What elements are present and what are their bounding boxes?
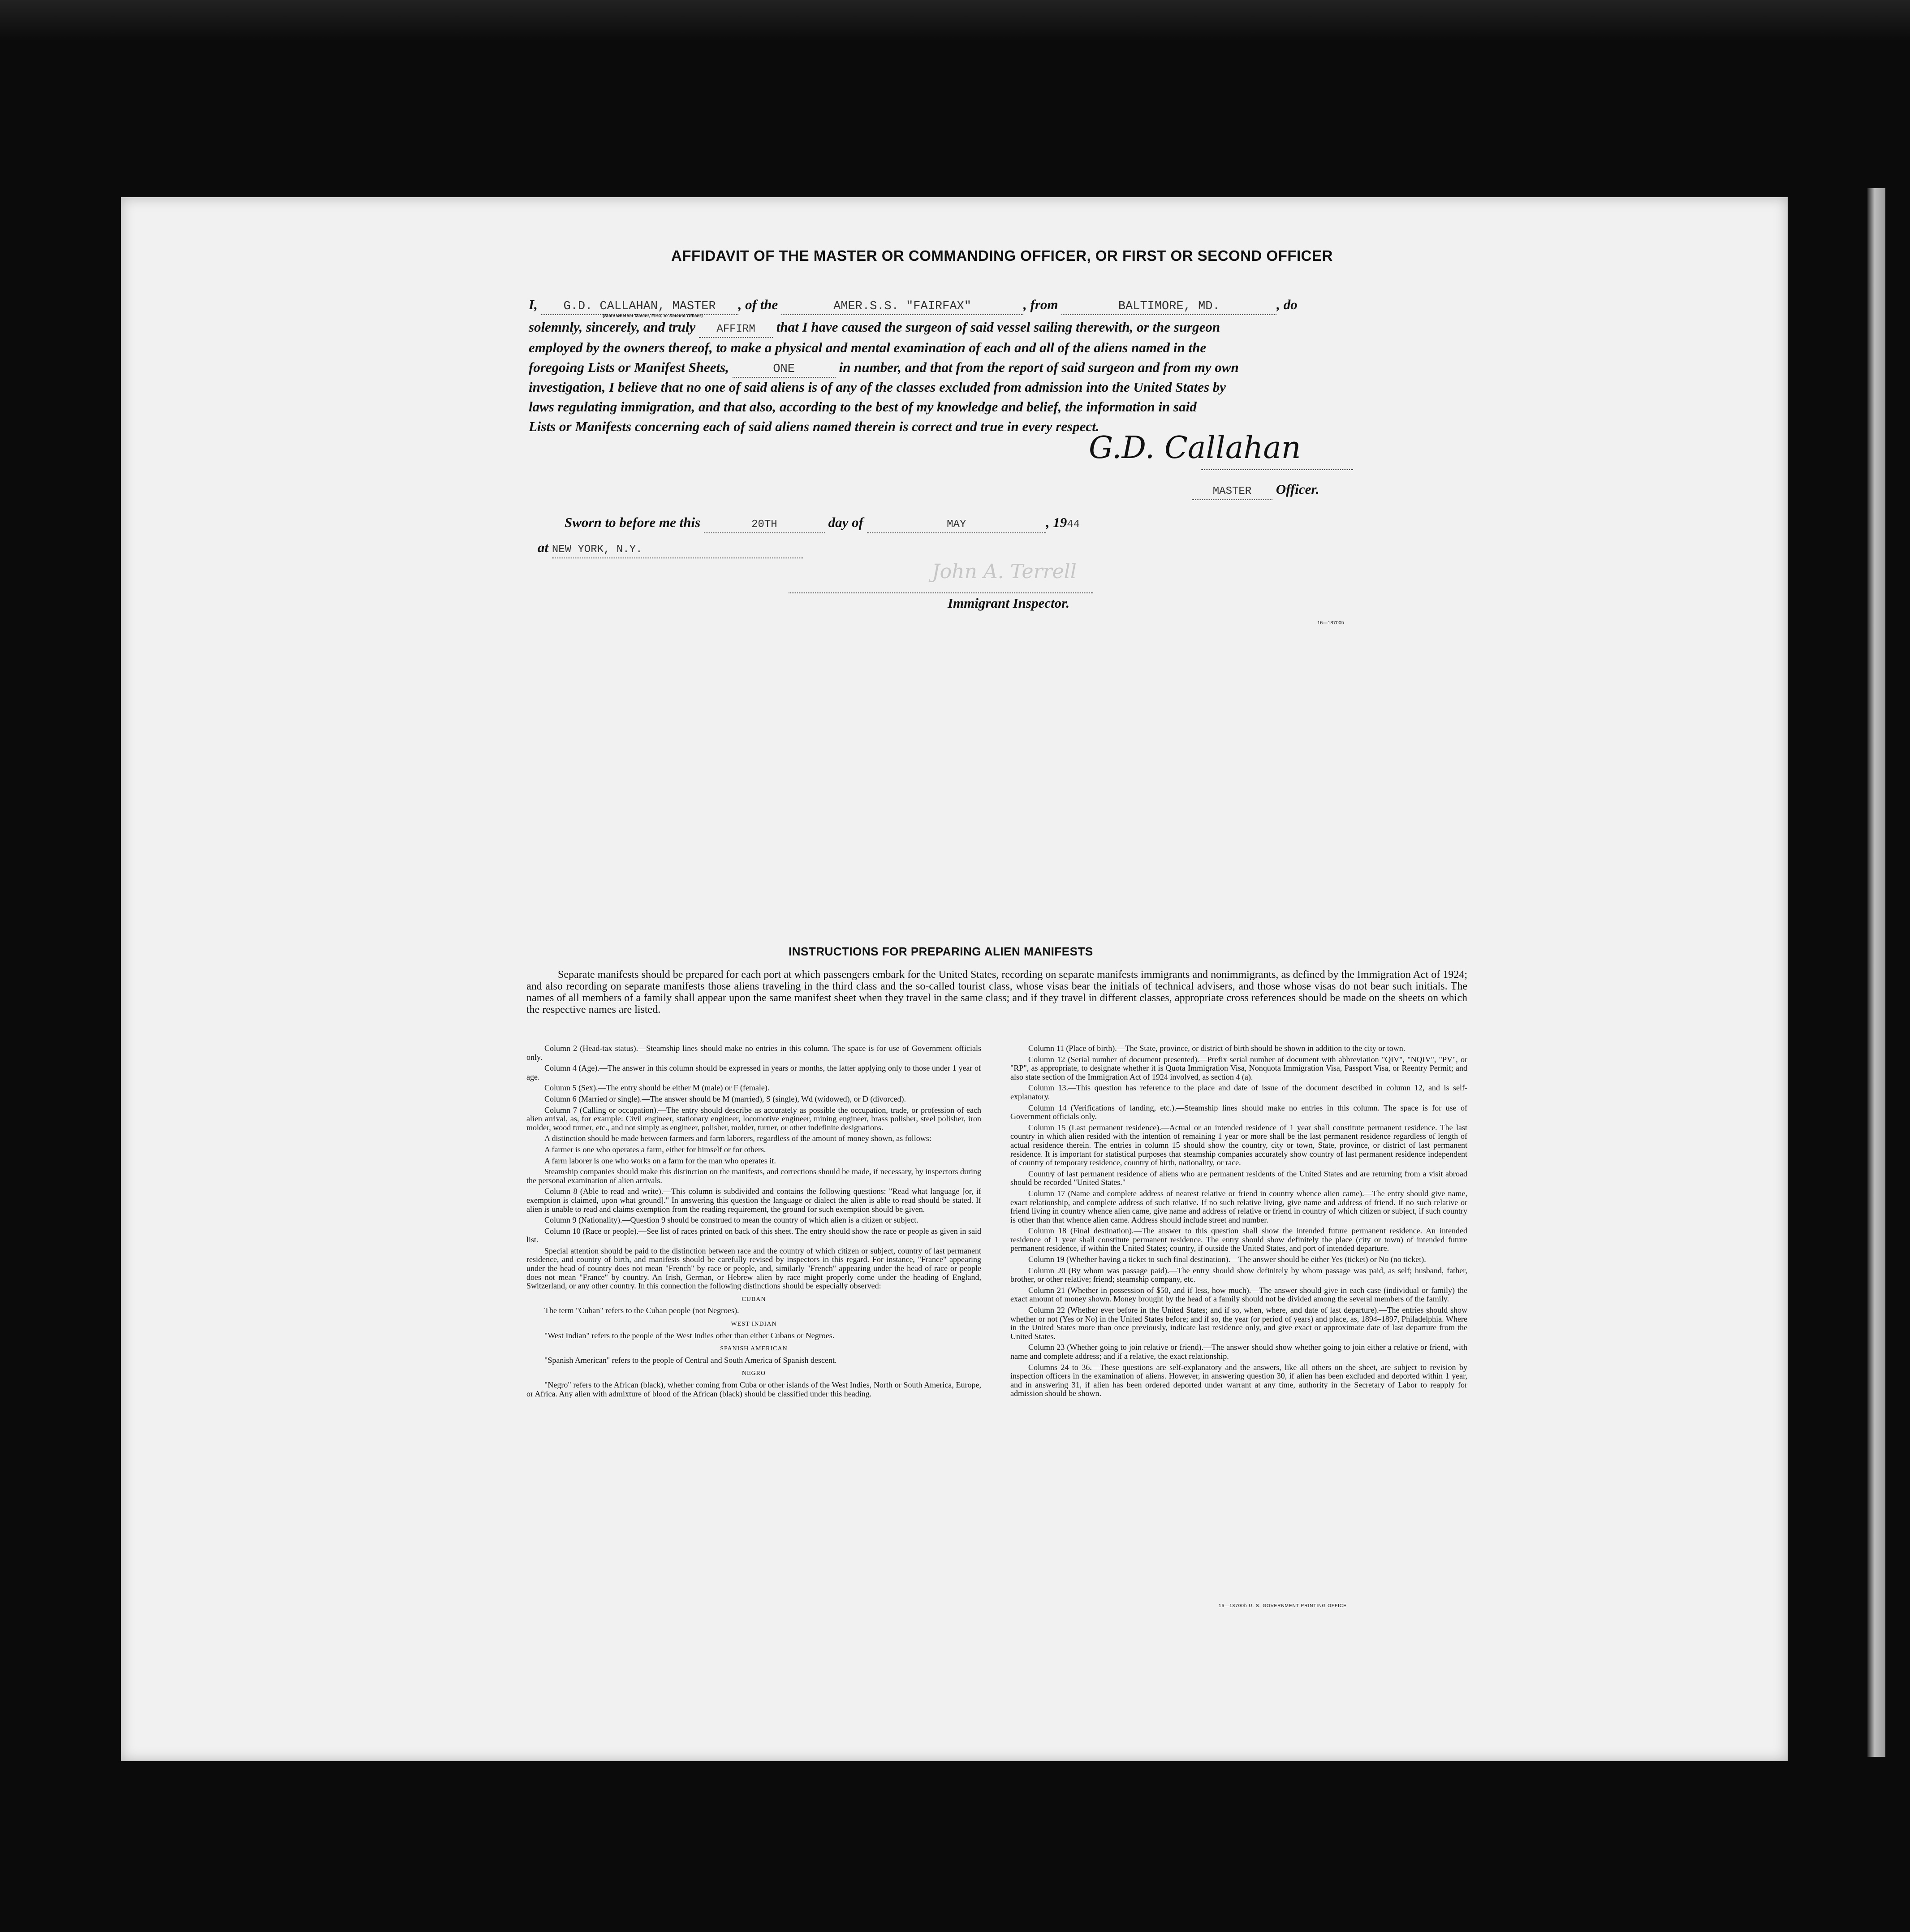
affidavit-line-2: solemnly, sincerely, and truly AFFIRM that I have caused the surgeon of said vessel sailing therewith, or the surgeon	[529, 319, 1220, 338]
sworn-place-line: at NEW YORK, N.Y.	[538, 540, 803, 558]
master-signature: G.D. Callahan	[1089, 430, 1301, 466]
spanish-american-heading: SPANISH AMERICAN	[720, 1345, 788, 1353]
instruction-item: Column 20 (By whom was passage paid).—The entry should show definitely by whom passage was paid, as self; husband, father, brother, or other relative; friend; steamship company, etc.	[1010, 1266, 1467, 1284]
film-edge-strip	[1867, 188, 1885, 1757]
spanish-american-definition: "Spanish American" refers to the people of Central and South America of Spanish descent.	[544, 1355, 837, 1365]
officer-rank-note: (State whether Master, First, or Second Officer)	[603, 314, 703, 319]
vessel-field: AMER.S.S. "FAIRFAX"	[781, 299, 1023, 315]
inspector-label: Immigrant Inspector.	[948, 595, 1070, 611]
instructions-intro: Separate manifests should be prepared for each port at which passengers embark for the United States, recording on separate manifests immigrants and nonimmigrants, as defined by the Immigration Act of 1924; and also recording on separate manifests those aliens traveling in the third class and the so-called tourist class, whose visas bear the initials of technical advisers, and those whose visas do not bear such initials. The names of all members of a family shall appear upon the same manifest sheet when they travel in the same class; and if they travel in different classes, appropriate cross references should be made on the sheets on which the respective names are listed.	[526, 969, 1467, 1016]
inspector-signature-line	[789, 592, 1093, 593]
officer-rank-line: MASTER Officer.	[1192, 481, 1319, 500]
instructions-right-column	[1010, 1044, 1467, 1400]
instruction-item: Column 21 (Whether in possession of $50, and if less, how much).—The answer should give in each case (individual or family) the exact amount of money shown. Money brought by the head of a family should not be divided among the several members of the family.	[1010, 1285, 1467, 1304]
instruction-item: A farm laborer is one who works on a farm for the man who operates it.	[544, 1156, 776, 1165]
instruction-item: Column 9 (Nationality).—Question 9 should be construed to mean the country of which alien is a citizen or subject.	[544, 1215, 918, 1225]
cuban-definition: The term "Cuban" refers to the Cuban people (not Negroes).	[544, 1306, 739, 1315]
instruction-item: Steamship companies should make this distinction on the manifests, and corrections should be made, if necessary, by inspectors during the personal examination of alien arrivals.	[526, 1167, 981, 1185]
instruction-item: Column 7 (Calling or occupation).—The entry should describe as accurately as possible the occupation, trade, or profession of each alien arrival, as, for example: Civil engineer, stationary engineer, locomotive engineer, mining engineer, brass polisher, steel polisher, iron molder, wood turner, etc., and not simply as engineer, polisher, molder, turner, or other indefinite designations.	[526, 1105, 981, 1132]
negro-definition: "Negro" refers to the African (black), whether coming from Cuba or other islands of the West Indies, North or South America, Europe, or Africa. Any alien with admixture of blood of the African (black) should be classified under this heading.	[526, 1380, 981, 1398]
affidavit-line-6: laws regulating immigration, and that also, according to the best of my knowledge and belief, the information in said	[529, 399, 1197, 415]
inspector-signature: John A. Terrell	[932, 560, 1077, 583]
instruction-item: Country of last permanent residence of aliens who are permanent residents of the United States and are returning from a visit abroad should be recorded "United States."	[1010, 1169, 1467, 1187]
instruction-item: A farmer is one who operates a farm, either for himself or for others.	[544, 1145, 766, 1154]
affidavit-line-5: investigation, I believe that no one of said aliens is of any of the classes excluded from admission into the United States by	[529, 379, 1226, 395]
cuban-heading: CUBAN	[742, 1296, 766, 1303]
signature-line	[1201, 469, 1353, 470]
instructions-left-column	[526, 1044, 981, 1400]
instruction-item: Column 8 (Able to read and write).—This column is subdivided and contains the following questions: "Read what language [or, if exemption is claimed, upon what ground]." In answering this question the language or dialect the alien is able to read should be stated. If alien is unable to read and claims exemption from the reading requirement, the ground for such exemption should be given.	[526, 1187, 981, 1214]
west-indian-heading: WEST INDIAN	[731, 1321, 777, 1328]
affidavit-line-7: Lists or Manifests concerning each of said aliens named therein is correct and true in every respect.	[529, 419, 1099, 434]
affidavit-line-1: I, G.D. CALLAHAN, MASTER , of the AMER.S.S. "FAIRFAX" , from BALTIMORE, MD. , do	[529, 297, 1298, 315]
instruction-item: A distinction should be made between farmers and farm laborers, regardless of the amount of money shown, as follows:	[544, 1134, 931, 1143]
instruction-item: Column 12 (Serial number of document presented).—Prefix serial number of document with abbreviation "QIV", "NQIV", "PV", or "RP", as appropriate, to designate whether it is Quota Immigration Visa, Nonquota Immigration Visa, Passport Visa, or Reentry Permit; and also state section of the Immigration Act of 1924 involved, as section 4 (a).	[1010, 1055, 1467, 1081]
instruction-item: Column 10 (Race or people).—See list of races printed on back of this sheet. The entry should show the race or people as given in said list.	[526, 1226, 981, 1245]
rank-field: MASTER	[1192, 484, 1272, 500]
instruction-item: Column 2 (Head-tax status).—Steamship lines should make no entries in this column. The space is for use of Government officials only.	[526, 1044, 981, 1062]
instruction-item: Column 17 (Name and complete address of nearest relative or friend in country whence alien came).—The entry should give name, exact relationship, and complete address of such relative. If no such relative living, give name and address of friend. If no such relative or friend living in country whence alien came, give name and address of relative or friend in country of which citizen or subject, if such country is other than that whence alien came. Address should include street and number.	[1010, 1189, 1467, 1224]
sworn-year-field: 44	[1067, 519, 1080, 531]
sworn-day-field: 20TH	[704, 517, 825, 533]
instruction-item: Column 6 (Married or single).—The answer should be M (married), S (single), Wd (widowed), or D (divorced).	[544, 1094, 906, 1103]
affidavit-line-3: employed by the owners thereof, to make a physical and mental examination of each and all of the aliens named in the	[529, 340, 1207, 355]
instruction-item: Column 4 (Age).—The answer in this column should be expressed in years or months, the latter applying only to those under 1 year of age.	[526, 1063, 981, 1081]
instruction-item: Column 5 (Sex).—The entry should be either M (male) or F (female).	[544, 1083, 770, 1093]
instruction-item: Column 22 (Whether ever before in the United States; and if so, when, where, and date of last departure).—The entries should show whether or not (Yes or No) in the United States before; and if so, the year (or period of years) and place, as, 1894–1897, Philadelphia. Where in the United States more than once previously, indicate last residence only, and give exact or approximate date of last departure from the United States.	[1010, 1305, 1467, 1341]
sworn-month-field: MAY	[867, 517, 1046, 533]
sworn-place-field: NEW YORK, N.Y.	[552, 542, 803, 558]
count-field: ONE	[733, 362, 836, 378]
form-number-top: 16—18700b	[1317, 620, 1344, 626]
instruction-item: Special attention should be paid to the distinction between race and the country of which citizen or subject, country of last permanent residence, and country of birth, and manifests should be carefully revised by inspectors in this regard. For instance, "France" appearing under the head of country does not mean "French" by race or people, and, similarly "French" appearing under the head of race or people does not mean "France" by country. An Irish, German, or Hebrew alien by race might properly come under the heading of England, Switzerland, or any other country. In this connection the following distinctions should be especially observed:	[526, 1246, 981, 1291]
instruction-item: Column 11 (Place of birth).—The State, province, or district of birth should be shown in addition to the city or town.	[1028, 1044, 1406, 1053]
instruction-item: Column 15 (Last permanent residence).—Actual or an intended residence of 1 year shall constitute permanent residence. The last country in which alien resided with the intention of remaining 1 year or more shall be the last permanent residence regardless of length of actual residence therein. The entries in column 15 should show the country, city or town, State, province, or district of last permanent residence. It is important for statistical purposes that steamship companies accurately show country of last permanent residence independent of country of temporary residence, country of birth, nationality, or race.	[1010, 1123, 1467, 1167]
instruction-item: Column 18 (Final destination).—The answer to this question shall show the intended future permanent residence. An intended residence of 1 year shall constitute permanent residence. The entry should show definitely the place (city or town) of intended future permanent residence, if within the United States; country, if outside the United States, and port of intended departure.	[1010, 1226, 1467, 1253]
affidavit-title: AFFIDAVIT OF THE MASTER OR COMMANDING OFFICER, OR FIRST OR SECOND OFFICER	[671, 247, 1333, 264]
scan-border-top	[0, 0, 1910, 40]
sworn-line: Sworn to before me this 20TH day of MAY , 1944	[565, 514, 1080, 533]
instruction-item: Column 19 (Whether having a ticket to such final destination).—The answer should be either Yes (ticket) or No (no ticket).	[1028, 1255, 1426, 1264]
form-number-bottom: 16—18700b U. S. GOVERNMENT PRINTING OFFICE	[1219, 1604, 1347, 1608]
west-indian-definition: "West Indian" refers to the people of the West Indies other than either Cubans or Negroes.	[544, 1331, 835, 1340]
instruction-item: Columns 24 to 36.—These questions are self-explanatory and the answers, like all others on the sheet, are subject to revision by inspection officers in the examination of aliens. However, in answering question 30, if alien has been excluded and deported within 1 year, and in answering 31, if alien has been ordered deported under warrant at any time, authority in the Secretary of Labor to reapply for admission should be shown.	[1010, 1362, 1467, 1398]
affirm-field: AFFIRM	[699, 322, 773, 338]
manifest-sheet	[121, 197, 1788, 1761]
instruction-item: Column 23 (Whether going to join relative or friend).—The answer should show whether going to join either a relative or friend, with name and complete address; and if a relative, the exact relationship.	[1010, 1343, 1467, 1361]
instruction-item: Column 13.—This question has reference to the place and date of issue of the document described in column 12, and is self-explanatory.	[1010, 1083, 1467, 1101]
port-field: BALTIMORE, MD.	[1061, 299, 1276, 315]
officer-name-field: G.D. CALLAHAN, MASTER	[541, 299, 738, 315]
negro-heading: NEGRO	[742, 1370, 766, 1377]
instruction-item: Column 14 (Verifications of landing, etc.).—Steamship lines should make no entries in this column. The space is for use of Government officials only.	[1010, 1103, 1467, 1121]
affidavit-line-4: foregoing Lists or Manifest Sheets, ONE in number, and that from the report of said surgeon and from my own	[529, 359, 1239, 378]
instructions-title: INSTRUCTIONS FOR PREPARING ALIEN MANIFESTS	[789, 945, 1093, 958]
